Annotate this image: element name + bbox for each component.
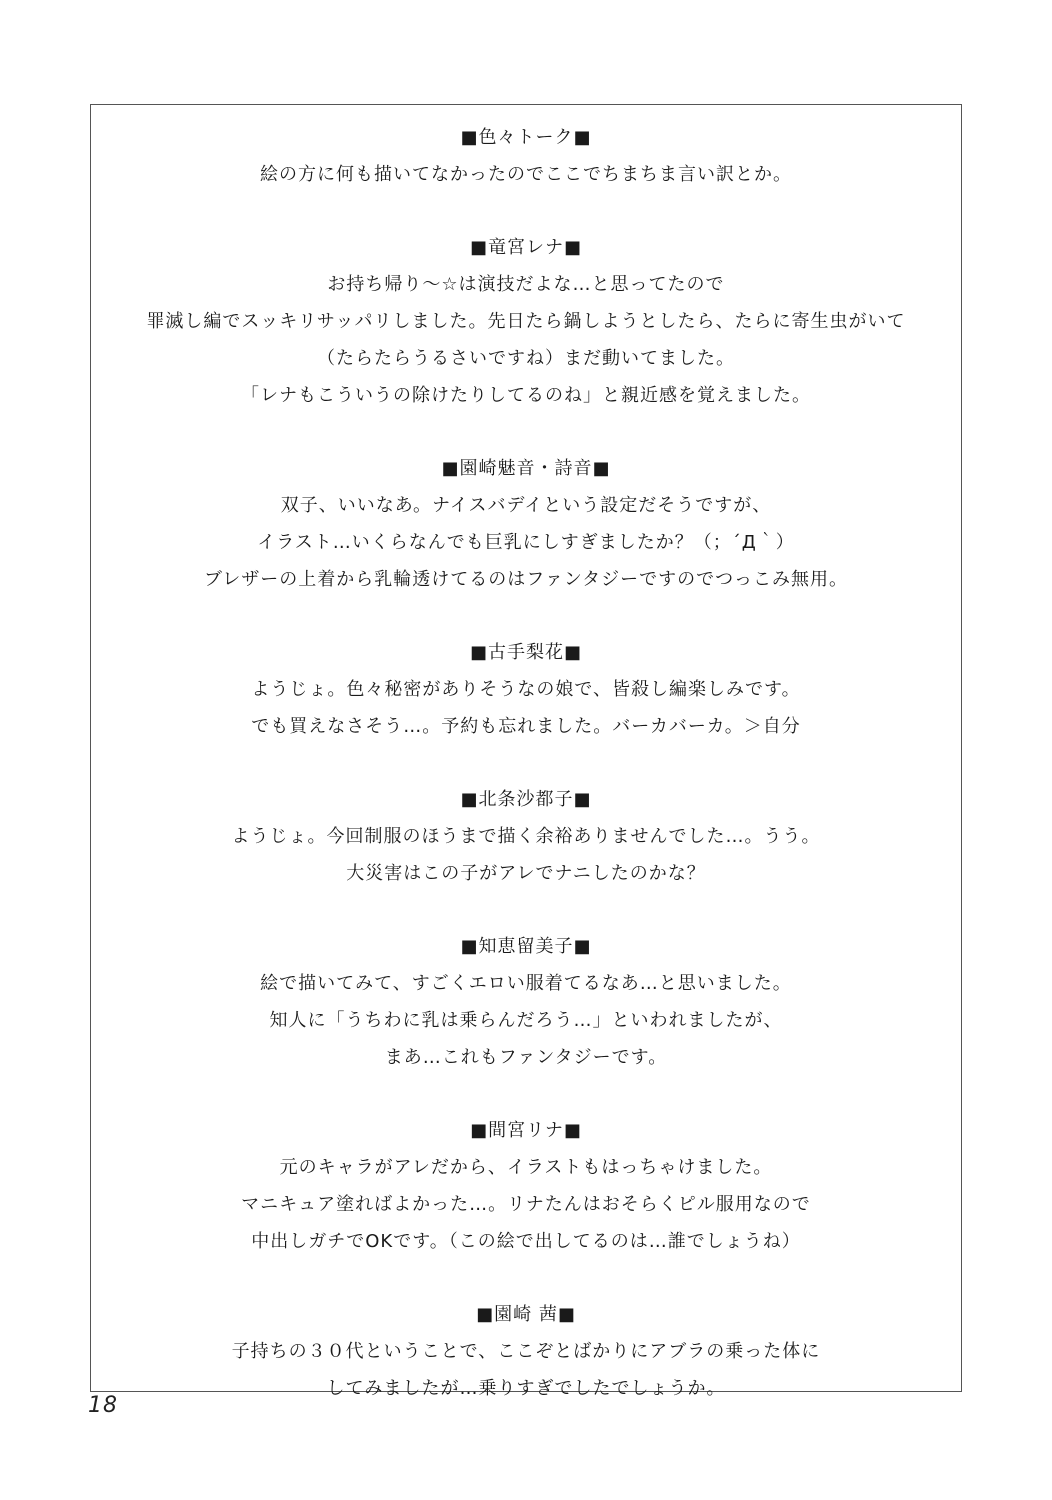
section-line: 絵で描いてみて、すごくエロい服着てるなあ…と思いました。 <box>260 973 792 994</box>
section-line: 罪滅し編でスッキリサッパリしました。先日たら鍋しようとしたら、たらに寄生虫がいて <box>146 311 906 332</box>
section-line: 大災害はこの子がアレでナニしたのかな？ <box>346 863 706 884</box>
section-line: マニキュア塗ればよかった…。リナたんはおそらくピル服用なので <box>241 1194 811 1215</box>
section-satoko <box>91 781 961 892</box>
section-rena <box>91 229 961 414</box>
section-line: イラスト…いくらなんでも巨乳にしすぎましたか？（；´Д｀） <box>257 532 795 553</box>
section-line: ようじょ。色々秘密がありそうなの娘で、皆殺し編楽しみです。 <box>251 679 801 700</box>
section-akane <box>91 1296 961 1407</box>
section-heading: ■知恵留美子■ <box>460 936 592 957</box>
section-heading: ■古手梨花■ <box>469 642 582 663</box>
section-rina <box>91 1112 961 1260</box>
section-heading: ■間宮リナ■ <box>470 1120 582 1141</box>
section-line: 絵の方に何も描いてなかったのでここでちまちま言い訳とか。 <box>260 164 792 185</box>
section-line: 中出しガチでOKです。（この絵で出してるのは…誰でしょうね） <box>251 1231 801 1252</box>
text-frame <box>90 104 962 1399</box>
page-number: 18 <box>88 1393 118 1418</box>
section-mion-shion <box>91 450 961 598</box>
section-heading: ■園崎 茜■ <box>476 1304 576 1325</box>
section-rumiko <box>91 928 961 1076</box>
section-line: 知人に「うちわに乳は乗らんだろう…」といわれましたが、 <box>269 1010 783 1031</box>
section-line: 子持ちの３０代ということで、ここぞとばかりにアブラの乗った体に <box>231 1341 821 1362</box>
section-line: （たらたらうるさいですね）まだ動いてました。 <box>317 348 735 369</box>
section-line: まあ…これもファンタジーです。 <box>384 1047 668 1068</box>
section-rika <box>91 634 961 745</box>
section-line: ようじょ。今回制服のほうまで描く余裕ありませんでした…。うう。 <box>231 826 821 847</box>
section-line: 双子、いいなあ。ナイスバデイという設定だそうですが、 <box>280 495 772 516</box>
section-line: 元のキャラがアレだから、イラストもはっちゃけました。 <box>279 1157 773 1178</box>
section-line: 「レナもこういうの除けたりしてるのね」と親近感を覚えました。 <box>241 385 811 406</box>
section-heading: ■色々トーク■ <box>460 127 592 148</box>
section-line: してみましたが…乗りすぎでしたでしょうか。 <box>326 1378 726 1399</box>
section-line: ブレザーの上着から乳輪透けてるのはファンタジーですのでつっこみ無用。 <box>203 569 849 590</box>
section-iroiro-talk <box>91 119 961 193</box>
afterword-content <box>91 119 961 1407</box>
section-heading: ■竜宮レナ■ <box>469 237 582 258</box>
section-line: でも買えなさそう…。予約も忘れました。バーカバーカ。＞自分 <box>251 716 801 737</box>
section-heading: ■園崎魅音・詩音■ <box>441 458 611 479</box>
section-heading: ■北条沙都子■ <box>460 789 592 810</box>
section-line: お持ち帰り～☆は演技だよな…と思ってたので <box>327 274 725 295</box>
